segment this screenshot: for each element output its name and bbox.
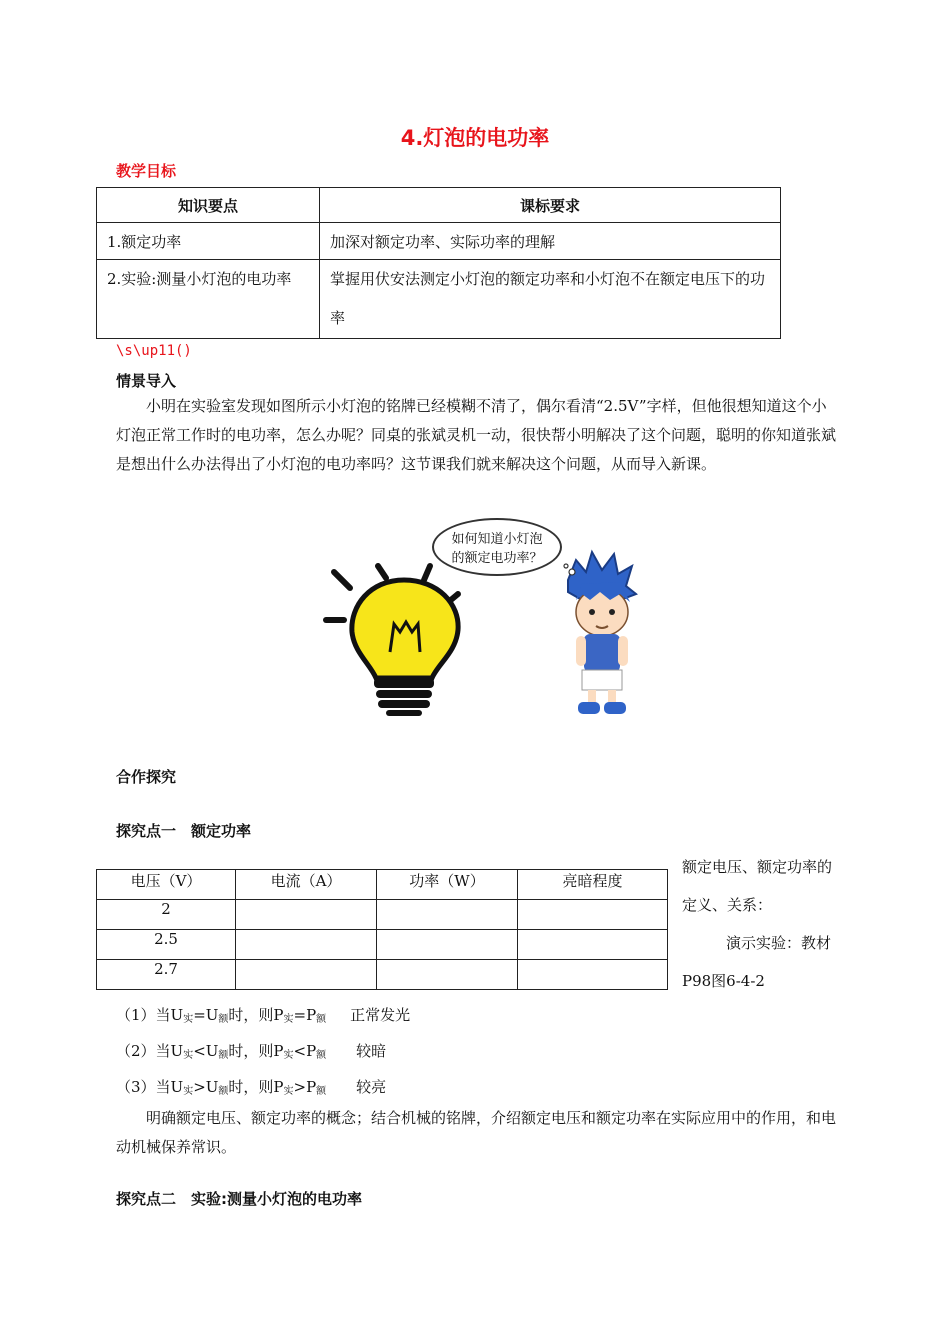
bubble-line-2: 的额定电功率？	[451, 551, 543, 566]
bubble-line-1: 如何知道小灯泡	[451, 532, 543, 547]
point1-heading: 探究点一 额定功率	[116, 822, 252, 840]
objectives-table-header	[97, 188, 781, 223]
power-cell	[377, 930, 518, 960]
current-cell	[236, 930, 377, 960]
objectives-heading: 教学目标	[116, 162, 177, 180]
header-brightness: 亮暗程度	[518, 870, 668, 900]
point1-summary: 明确额定电压、额定功率的概念；结合机械的铭牌，介绍额定电压和额定功率在实际应用中的作用，和电动机械保养常识。	[116, 1109, 837, 1156]
condition-2: （2）当$U_实<U_额$时，则$P_实<P_额$ 较暗	[116, 1042, 387, 1061]
side-note	[682, 848, 838, 1000]
side-definition: 额定电压、额定功率的定义、关系：	[682, 858, 833, 914]
voltage-cell: 2	[97, 900, 236, 930]
condition-3: （3）当$U_实>U_额$时，则$P_实>P_额$ 较亮	[116, 1078, 387, 1097]
table-row	[97, 260, 781, 339]
knowledge-cell: 1.额定功率	[97, 223, 320, 260]
page-title: 4.灯泡的电功率	[400, 126, 550, 150]
header-power: 功率（W）	[377, 870, 518, 900]
field-code-residue: \s\up11()	[116, 343, 192, 359]
voltage-cell: 2.5	[97, 930, 236, 960]
brightness-cell	[518, 960, 668, 990]
table-row	[97, 930, 668, 960]
header-knowledge: 知识要点	[97, 188, 320, 223]
voltage-cell: 2.7	[97, 960, 236, 990]
table-row	[97, 960, 668, 990]
standard-cell: 掌握用伏安法测定小灯泡的额定功率和小灯泡不在额定电压下的功率	[320, 260, 781, 339]
measurement-header-row	[97, 870, 668, 900]
brightness-cell	[518, 900, 668, 930]
condition-1: （1）当$U_实=U_额$时，则$P_实=P_额$ 正常发光	[116, 1006, 411, 1025]
current-cell	[236, 900, 377, 930]
point2-heading: 探究点二 实验:测量小灯泡的电功率	[116, 1190, 363, 1208]
header-voltage: 电压（V）	[97, 870, 236, 900]
power-cell	[377, 960, 518, 990]
table-row	[97, 223, 781, 260]
side-demo: 演示实验：教材P98图6-4-2	[682, 934, 832, 990]
knowledge-cell: 2.实验:测量小灯泡的电功率	[97, 260, 320, 339]
coop-heading: 合作探究	[116, 768, 177, 786]
header-standard: 课标要求	[320, 188, 781, 223]
objectives-table	[96, 187, 781, 339]
table-row	[97, 900, 668, 930]
current-cell	[236, 960, 377, 990]
intro-heading: 情景导入	[116, 372, 177, 390]
header-current: 电流（A）	[236, 870, 377, 900]
speech-bubble	[432, 518, 562, 576]
brightness-cell	[518, 930, 668, 960]
standard-cell: 加深对额定功率、实际功率的理解	[320, 223, 781, 260]
intro-paragraph: 小明在实验室发现如图所示小灯泡的铭牌已经模糊不清了，偶尔看清“2.5V”字样，但他很想知道这个小灯泡正常工作时的电功率，怎么办呢？同桌的张斌灵机一动，很快帮小明解决了这个问题，聪明的你知道张斌是想出什么办法得出了小灯泡的电功率吗？这节课我们就来解决这个问题，从而导入新课。	[116, 397, 837, 473]
measurement-table	[96, 869, 668, 990]
power-cell	[377, 900, 518, 930]
